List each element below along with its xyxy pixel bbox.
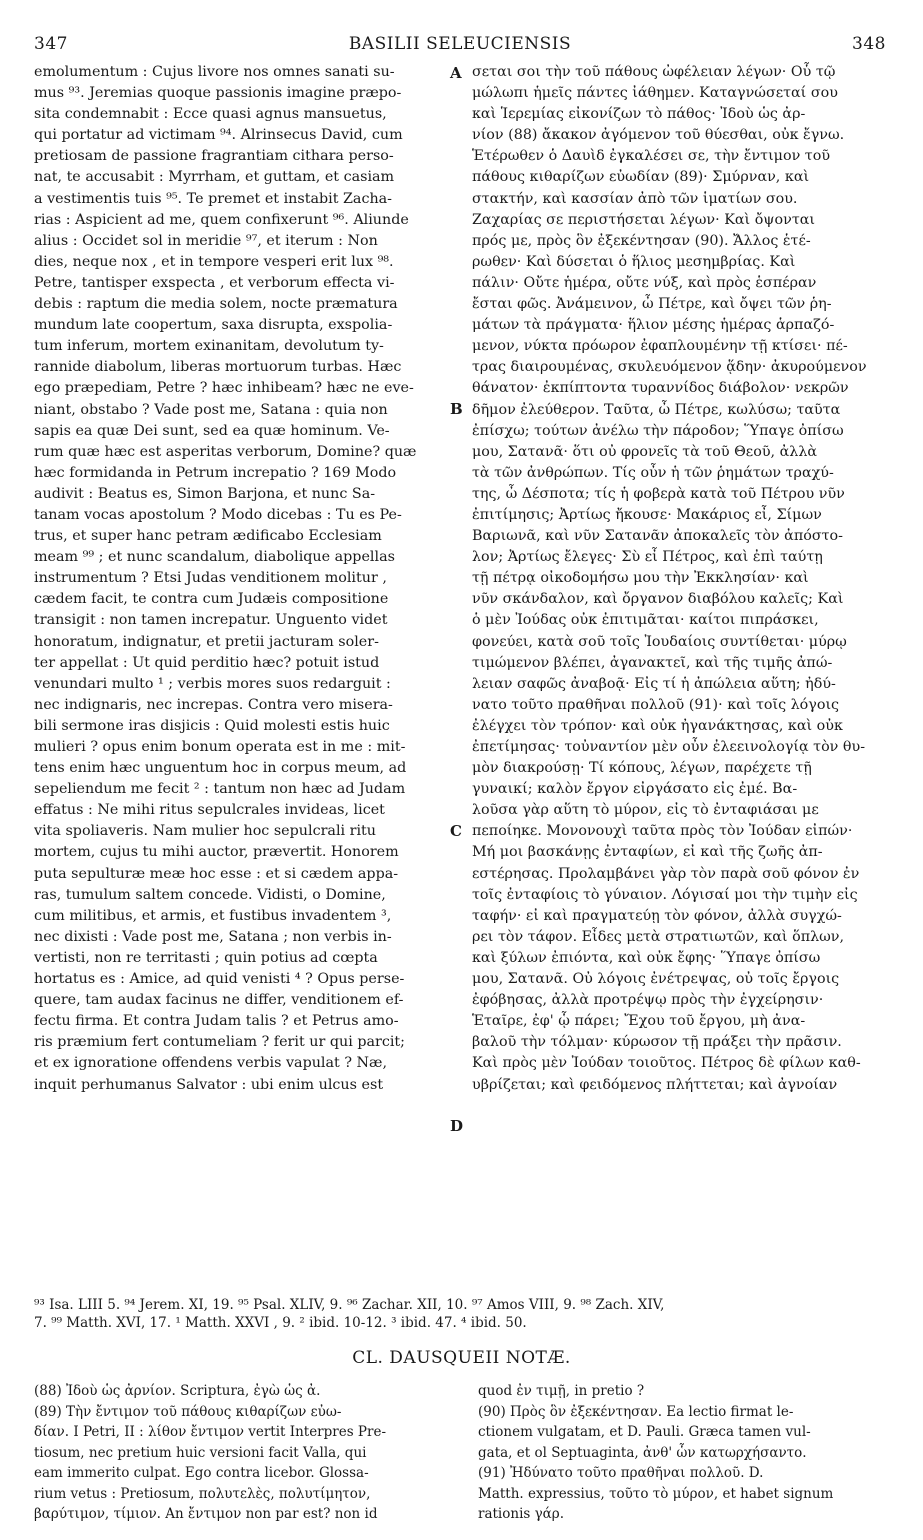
text-line: a vestimentis tuis ⁹⁵. Te premet et instabit Zacha- xyxy=(34,190,393,207)
text-line: cædem facit, te contra cum Judæis compositione xyxy=(34,591,389,608)
text-line: transigit : non tamen increpatur. Unguento videt xyxy=(34,612,388,629)
footnote-line: ⁹³ Isa. LIII 5. ⁹⁴ Jerem. XI, 19. ⁹⁵ Psal. XLIV, 9. ⁹⁶ Zachar. XII, 10. ⁹⁷ Amos VIII, 9. ⁹⁸ Zach. XIV, xyxy=(34,1297,665,1313)
text-line: quod ἐν τιμῇ, in pretio ? xyxy=(478,1383,645,1399)
text-line: ἐπετίμησας· τοὐναντίον μὲν οὖν ἐλεεινολογίᾳ τὸν θυ- xyxy=(472,739,866,755)
text-line: honoratum, indignatur, et pretii jacturam soler- xyxy=(34,633,379,650)
text-line: cum militibus, et armis, et fustibus invadentem ³, xyxy=(34,907,392,924)
text-line: μάτων τὰ πράγματα· ἥλιον μέσης ἡμέρας ἁρπαζό- xyxy=(472,317,835,334)
text-line: Petre, tantisper exspecta , et verborum effecta vi- xyxy=(34,274,395,291)
text-line: τῇ πέτρᾳ οἰκοδομήσω μου τὴν Ἐκκλησίαν· καὶ xyxy=(472,570,809,587)
text-line: tum inferum, mortem exinanitam, devolutum ty- xyxy=(34,338,384,355)
text-line: Ἑταῖρε, ἐφ' ᾧ πάρει; Ἔχου τοῦ ἔργου, μὴ ἀνα- xyxy=(472,1013,806,1030)
text-line: qui portatur ad victimam ⁹⁴. Alrinsecus David, cum xyxy=(34,127,403,144)
text-line: μὸν διακρούσῃ· Τί κόπους, λέγων, παρέχετε τῇ xyxy=(472,760,812,777)
text-line: ἐφόβησας, ἀλλὰ προτρέψῳ πρὸς τὴν ἐγχείρησιν· xyxy=(472,992,824,1009)
text-line: τοῖς ἐνταφίοις τὸ γύναιον. Λόγισαί μοι τὴν τιμὴν εἰς xyxy=(472,886,858,903)
text-line: eam immerito culpat. Ego contra licebor. Glossa- xyxy=(34,1465,369,1481)
section-marker-c: C xyxy=(450,822,462,840)
text-line: et ex ignoratione offendens verbis vapulat ? Næ, xyxy=(34,1055,388,1072)
text-line: (90) Πρὸς ὃν ἐξεκέντησαν. Ea lectio firmat le- xyxy=(478,1403,794,1420)
notes-title: CL. DAUSQUEII NOTÆ. xyxy=(352,1348,571,1368)
text-line: mus ⁹³. Jeremias quoque passionis imagine præpo- xyxy=(34,85,402,102)
text-line: trus, et super hanc petram ædificabo Ecclesiam xyxy=(34,528,382,545)
text-line: instrumentum ? Etsi Judas venditionem molitur , xyxy=(34,570,387,587)
text-line: Matth. expressius, τοῦτο τὸ μύρον, et habet signum xyxy=(478,1485,834,1502)
text-line: meam ⁹⁹ ; et nunc scandalum, diabolique appellas xyxy=(34,549,395,566)
text-line: γυναικί; καλὸν ἔργον εἰργάσατο εἰς ἐμέ. Βα- xyxy=(472,781,798,798)
text-line: ras, tumulum saltem concede. Vidisti, o Domine, xyxy=(34,886,386,903)
text-line: inquit perhumanus Salvator : ubi enim ulcus est xyxy=(34,1076,384,1093)
page-number-right: 348 xyxy=(852,34,886,54)
page-header xyxy=(34,34,886,58)
text-line: στακτήν, καὶ κασσίαν ἀπὸ τῶν ἱματίων σου. xyxy=(472,190,798,207)
text-line: mulieri ? opus enim bonum operata est in me : mit- xyxy=(34,739,406,755)
greek-column xyxy=(472,62,890,1096)
page-number-left: 347 xyxy=(34,34,68,54)
text-line: rationis γάρ. xyxy=(478,1506,565,1522)
text-line: μου, Σατανᾶ. Οὐ λόγοις ἐνέτρεψας, οὐ τοῖς ἔργοις xyxy=(472,971,840,988)
text-line: θάνατον· ἐκπίπτοντα τυραννίδος διάβολον· νεκρῶν xyxy=(472,380,849,397)
text-line: rium vetus : Pretiosum, πολυτελὲς, πολυτίμητον, xyxy=(34,1485,371,1502)
text-line: μώλωπι ἡμεῖς πάντες ἰάθημεν. Καταγνώσεταί σου xyxy=(472,85,838,102)
text-line: (89) Τὴν ἔντιμον τοῦ πάθους κιθαρίζων εὐω- xyxy=(34,1403,342,1420)
text-line: πρός με, πρὸς ὃν ἐξεκέντησαν (90). Ἄλλος ἑτέ- xyxy=(472,232,811,249)
text-line: ἐλέγχει τὸν τρόπον· καὶ οὐκ ἠγανάκτησας, καὶ οὐκ xyxy=(472,717,843,734)
text-line: νῦν σκάνδαλον, καὶ ὄργανον διαβόλου καλεῖς; Καὶ xyxy=(472,591,844,608)
text-line: υβρίζεται; καὶ φειδόμενος πλήττεται; καὶ ἀγνοίαν xyxy=(472,1076,838,1093)
text-line: Βαριωνᾶ, καὶ νῦν Σατανᾶν ἀποκαλεῖς τὸν ἀπόστο- xyxy=(472,528,843,545)
text-line: quere, tam audax facinus ne differ, venditionem ef- xyxy=(34,992,404,1009)
text-line: dies, neque nox , et in tempore vesperi erit lux ⁹⁸. xyxy=(34,253,394,270)
text-line: sepeliendum me fecit ² : tantum non hæc ad Judam xyxy=(34,781,406,798)
text-line: pretiosam de passione fragrantiam cithara perso- xyxy=(34,148,394,165)
text-line: sapis ea quæ Dei sunt, sed ea quæ hominum. Ve- xyxy=(34,422,390,439)
text-line: λειαν σαφῶς ἀναβοᾷ· Εἰς τί ἡ ἀπώλεια αὕτη; ἠδύ- xyxy=(472,675,836,692)
section-marker-d: D xyxy=(450,1117,464,1135)
text-line: debis : raptum die media solem, nocte præmatura xyxy=(34,296,398,313)
text-line: nec indignaris, nec increpas. Contra vero misera- xyxy=(34,696,393,713)
text-line: δίαν. I Petri, II : λίθον ἔντιμον vertit Interpres Pre- xyxy=(34,1424,387,1440)
notes-right-column xyxy=(478,1381,898,1525)
text-line: Καὶ πρὸς μὲν Ἰούδαν τοιοῦτος. Πέτρος δὲ φίλων καθ- xyxy=(472,1055,861,1072)
text-line: (91) Ἠδύνατο τοῦτο πραθῆναι πολλοῦ. D. xyxy=(478,1465,764,1481)
text-line: ρει τὸν τάφον. Εἶδες μετὰ στρατιωτῶν, καὶ ὅπλων, xyxy=(472,928,845,945)
text-line: μου, Σατανᾶ· ὅτι οὐ φρονεῖς τὰ τοῦ Θεοῦ, ἀλλὰ xyxy=(472,443,818,460)
text-line: niant, obstabo ? Vade post me, Satana : quia non xyxy=(34,401,388,418)
text-line: καὶ Ἱερεμίας εἰκονίζων τὸ πάθος· Ἰδοὺ ὡς ἀρ- xyxy=(472,106,806,123)
notes-left-column xyxy=(34,1381,454,1525)
text-line: ris præmium fert contumeliam ? ferit ur qui parcit; xyxy=(34,1034,405,1051)
text-line: vertisti, non re territasti ; quin potius ad cœpta xyxy=(34,949,378,966)
text-line: ταφήν· εἰ καὶ πραγματεύῃ τὸν φόνον, ἀλλὰ συγχώ- xyxy=(472,907,842,924)
text-line: nec dixisti : Vade post me, Satana ; non verbis in- xyxy=(34,928,392,945)
text-line: mortem, cujus tu mihi auctor, prævertit. Honorem xyxy=(34,844,399,861)
text-line: ρωθεν· Καὶ δύσεται ὁ ἥλιος μεσημβρίας. Καὶ xyxy=(472,253,796,270)
text-line: καὶ ξύλων ἐπιόντα, καὶ οὐκ ἔφης· Ὕπαγε ὀπίσω xyxy=(472,949,821,966)
text-line: ἐπίσχω; τούτων ἀνέλω τὴν πάροδον; Ὕπαγε ὀπίσω xyxy=(472,422,844,439)
text-line: λον; Ἀρτίως ἔλεγες· Σὺ εἶ Πέτρος, καὶ ἐπὶ ταύτῃ xyxy=(472,549,823,566)
text-line: ctionem vulgatam, et D. Pauli. Græca tamen vul- xyxy=(478,1424,811,1440)
text-line: εστέρησας. Προλαμβάνει γὰρ τὸν παρὰ σοῦ φόνον ἐν xyxy=(472,865,860,882)
text-line: rias : Aspicient ad me, quem confixerunt ⁹⁶. Aliunde xyxy=(34,211,409,228)
text-line: tens enim hæc unguentum hoc in corpus meum, ad xyxy=(34,760,407,777)
running-title: BASILII SELEUCIENSIS xyxy=(348,34,572,54)
text-line: ego præpediam, Petre ? hæc inhibeam? hæc ne eve- xyxy=(34,380,414,397)
text-line: sita condemnabit : Ecce quasi agnus mansuetus, xyxy=(34,106,387,123)
text-line: puta sepulturæ meæ hoc esse : et si cædem appa- xyxy=(34,865,399,882)
text-line: πάθους κιθαρίζων εὐωδίαν (89)· Σμύρναν, καὶ xyxy=(472,169,810,186)
text-line: φονεύει, κατὰ σοῦ τοῖς Ἰουδαίοις συντίθεται· μύρῳ xyxy=(472,633,847,650)
text-line: λοῦσα γὰρ αὕτη τὸ μύρον, εἰς τὸ ἐνταφιάσαι με xyxy=(472,802,819,819)
text-line: ἐπιτίμησις; Ἀρτίως ἤκουσε· Μακάριος εἶ, Σίμων xyxy=(472,506,822,523)
text-line: σεται σοι τὴν τοῦ πάθους ὠφέλειαν λέγων· Οὗ τῷ xyxy=(472,64,836,80)
text-line: τιμώμενον βλέπει, ἀγανακτεῖ, καὶ τῆς τιμῆς ἀπώ- xyxy=(472,654,833,671)
text-line: effatus : Ne mihi ritus sepulcrales invideas, licet xyxy=(34,802,385,819)
text-line: hæc formidanda in Petrum increpatio ? 169 Modo xyxy=(34,464,397,481)
latin-column xyxy=(34,62,452,1096)
text-line: nat, te accusabit : Myrrham, et guttam, et casiam xyxy=(34,169,395,186)
text-line: τὰ τῶν ἀνθρώπων. Τίς οὖν ἡ τῶν ῥημάτων τραχύ- xyxy=(472,464,834,481)
text-line: ὁ μὲν Ἰούδας οὐκ ἐπιτιμᾶται· καίτοι πιπράσκει, xyxy=(472,612,819,629)
text-line: alius : Occidet sol in meridie ⁹⁷, et iterum : Non xyxy=(34,232,378,249)
text-line: τρας διαιρουμένας, σκυλευόμενον ᾅδην· ἀκυρούμενον xyxy=(472,359,867,376)
text-line: vita spoliaveris. Nam mulier hoc sepulcrali ritu xyxy=(34,823,376,840)
text-line: venundari multo ¹ ; verbis mores suos redarguit : xyxy=(34,675,391,692)
text-line: Ζαχαρίας σε περιστήσεται λέγων· Καὶ ὄψονται xyxy=(472,211,815,228)
text-line: ter appellat : Ut quid perditio hæc? potuit istud xyxy=(34,654,380,671)
text-line: rannide diabolum, liberas mortuorum turbas. Hæc xyxy=(34,359,402,376)
text-line: Ἑτέρωθεν ὁ Δαυὶδ ἐγκαλέσει σε, τὴν ἔντιμον τοῦ xyxy=(472,148,831,165)
footnote-line: 7. ⁹⁹ Matth. XVI, 17. ¹ Matth. XXVI , 9. ² ibid. 10-12. ³ ibid. 47. ⁴ ibid. 50. xyxy=(34,1315,527,1331)
text-line: gata, et ol Septuaginta, ἀνθ' ὧν κατωρχήσαντο. xyxy=(478,1444,807,1461)
text-line: δῆμον ἐλεύθερον. Ταῦτα, ὦ Πέτρε, κωλύσω; ταῦτα xyxy=(472,401,841,418)
text-line: της, ὦ Δέσποτα; τίς ἡ φοβερὰ κατὰ τοῦ Πέτρου νῦν xyxy=(472,485,845,502)
text-line: νίον (88) ἄκακον ἀγόμενον τοῦ θύεσθαι, οὐκ ἔγνω. xyxy=(472,127,845,144)
text-line: emolumentum : Cujus livore nos omnes sanati su- xyxy=(34,64,395,80)
text-line: πεποίηκε. Μονονουχὶ ταῦτα πρὸς τὸν Ἰούδαν εἰπών· xyxy=(472,823,853,840)
section-marker-b: B xyxy=(450,400,463,418)
text-line: fectu firma. Et contra Judam talis ? et Petrus amo- xyxy=(34,1013,399,1030)
text-line: βαλοῦ τὴν τόλμαν· κύρωσον τῇ πράξει τὴν πρᾶσιν. xyxy=(472,1034,842,1051)
text-line: (88) Ἰδοὺ ὡς ἀρνίον. Scriptura, ἐγὼ ὡς ἀ. xyxy=(34,1383,321,1399)
text-line: μενον, νύκτα πρόωρον ἐφαπλουμένην τῇ κτίσει· πέ- xyxy=(472,338,848,355)
text-line: tiosum, nec pretium huic versioni facit Valla, qui xyxy=(34,1444,367,1461)
text-line: bili sermone iras disjicis : Quid molesti estis huic xyxy=(34,717,390,734)
text-line: tanam vocas apostolum ? Modo dicebas : Tu es Pe- xyxy=(34,506,402,523)
text-line: audivit : Beatus es, Simon Barjona, et nunc Sa- xyxy=(34,485,376,502)
text-line: βαρύτιμον, τίμιον. An ἔντιμον non par est? non id xyxy=(34,1506,378,1522)
text-line: Μή μοι βασκάνῃς ἐνταφίων, εἰ καὶ τῆς ζωῆς ἀπ- xyxy=(472,844,823,861)
section-marker-a: A xyxy=(450,64,462,82)
text-line: πάλιν· Οὔτε ἡμέρα, οὔτε νύξ, καὶ πρὸς ἑσπέραν xyxy=(472,274,817,291)
text-line: ἔσται φῶς. Ἀνάμεινον, ὦ Πέτρε, καὶ ὄψει τῶν ῥη- xyxy=(472,296,832,313)
text-line: νατο τοῦτο πραθῆναι πολλοῦ (91)· καὶ τοῖς λόγοις xyxy=(472,696,840,713)
text-line: hortatus es : Amice, ad quid venisti ⁴ ? Opus perse- xyxy=(34,971,405,988)
text-line: mundum late coopertum, saxa disrupta, exspolia- xyxy=(34,317,393,334)
text-line: rum quæ hæc est asperitas verborum, Domine? quæ xyxy=(34,443,417,460)
